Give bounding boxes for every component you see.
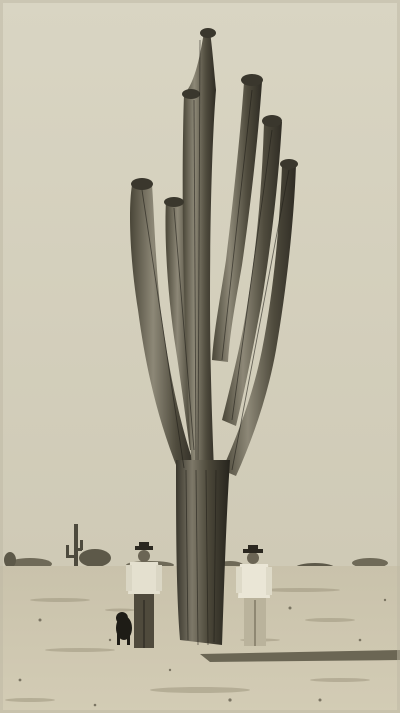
cactus-trunk [176,460,230,645]
man-right-head [247,552,259,564]
man-left-head [138,550,150,562]
man-left-shirt [128,562,160,594]
man-right-shirt [238,564,270,598]
